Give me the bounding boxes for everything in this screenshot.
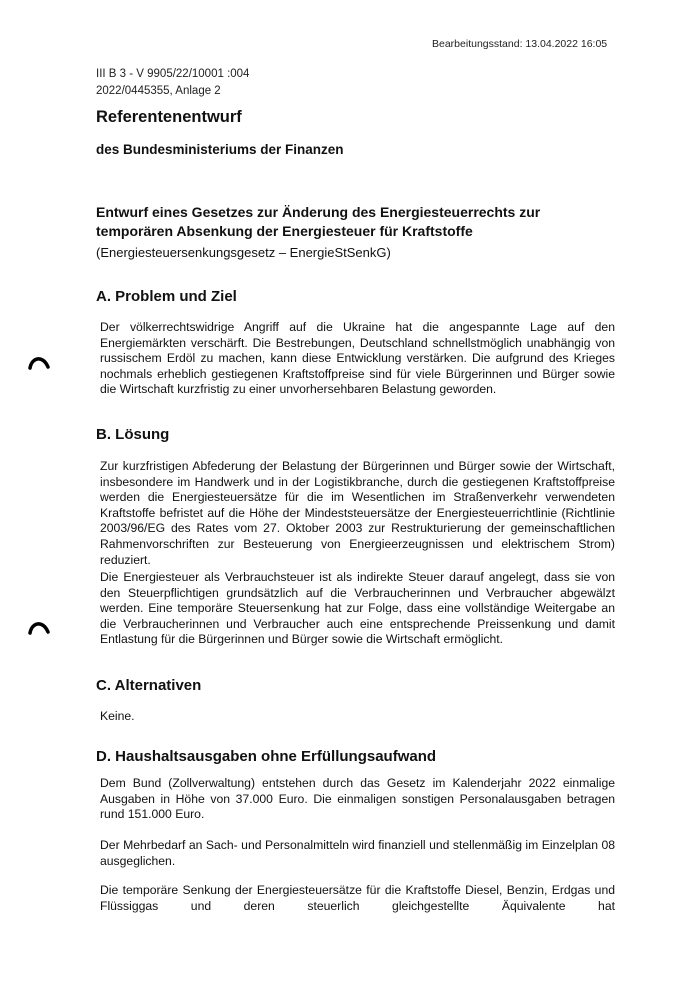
margin-mark-icon <box>28 619 50 635</box>
section-c-heading: C. Alternativen <box>96 677 202 694</box>
section-d-paragraph-1: Dem Bund (Zollverwaltung) entstehen durch das Gesetz im Kalenderjahr 2022 einmalige Ausgaben in Höhe von 37.000 Euro. Die einmaligen sonstigen Personalausgaben betragen rund 151.000 Euro. <box>100 776 615 822</box>
document-type-heading: Referentenentwurf <box>96 108 242 126</box>
reference-number: III B 3 - V 9905/22/10001 :004 <box>96 68 250 80</box>
section-b-heading: B. Lösung <box>96 426 170 443</box>
document-reference: 2022/0445355, Anlage 2 <box>96 85 221 97</box>
section-c-paragraph: Keine. <box>100 709 135 723</box>
section-a-paragraph: Der völkerrechtswidrige Angriff auf die Ukraine hat die angespannte Lage auf den Energiemärkten verschärft. Die Bestrebungen, Deutschland schnellstmöglich unabhängig von russischem Erdöl zu machen, kann diese Entwicklung verstärken. Die aufgrund des Krieges nochmals erheblich gestiegenen Kraftstoffpreise sind für viele Bürgerinnen und Bürger sowie die Wirtschaft kurzfristig zu einer unvorhersehbaren Belastung geworden. <box>100 320 615 397</box>
section-d-heading: D. Haushaltsausgaben ohne Erfüllungsaufwand <box>96 748 437 765</box>
bill-short-title: (Energiesteuersenkungsgesetz – EnergieStSenkG) <box>96 245 391 260</box>
ministry-heading: des Bundesministeriums der Finanzen <box>96 142 344 157</box>
section-a-heading: A. Problem und Ziel <box>96 288 237 305</box>
section-b-paragraph-2: Die Energiesteuer als Verbrauchsteuer ist als indirekte Steuer darauf angelegt, dass sie von den Steuerpflichtigen grundsätzlich auf die Verbraucherinnen und Verbraucher abgewälzt werden. Eine temporäre Steuersenkung hat zur Folge, dass eine vollständige Weitergabe an die Verbraucherinnen und Verbraucher auch eine entsprechende Preissenkung und damit Entlastung für die Bürgerinnen und Bürger sowie die Wirtschaft ermöglicht. <box>100 570 615 647</box>
section-d-paragraph-3: Die temporäre Senkung der Energiesteuersätze für die Kraftstoffe Diesel, Benzin, Erdgas und Flüssiggas und deren steuerlich gleichgestellte Äquivalente hat <box>100 883 615 913</box>
revision-stamp: Bearbeitungsstand: 13.04.2022 16:05 <box>432 38 608 50</box>
bill-title: Entwurf eines Gesetzes zur Änderung des Energiesteuerrechts zur temporären Absenkung der Energiesteuer für Kraftstoffe <box>96 204 541 239</box>
section-d-paragraph-2: Der Mehrbedarf an Sach- und Personalmitteln wird finanziell und stellenmäßig im Einzelplan 08 ausgeglichen. <box>100 838 615 868</box>
margin-mark-icon <box>28 354 50 370</box>
section-b-paragraph-1: Zur kurzfristigen Abfederung der Belastung der Bürgerinnen und Bürger sowie der Wirtschaft, insbesondere im Handwerk und in der Logistikbranche, durch die gestiegenen Kraftstoffpreise werden die Energiesteuersätze für die im Wesentlichen im Straßenverkehr verwendeten Kraftstoffe befristet auf die Höhe der Mindeststeuersätze der Energiesteuerrichtlinie (Richtlinie 2003/96/EG des Rates vom 27. Oktober 2003 zur Restrukturierung der gemeinschaftlichen Rahmenvorschriften zur Besteuerung von Energieerzeugnissen und elektrischem Strom) reduziert. <box>100 459 615 567</box>
